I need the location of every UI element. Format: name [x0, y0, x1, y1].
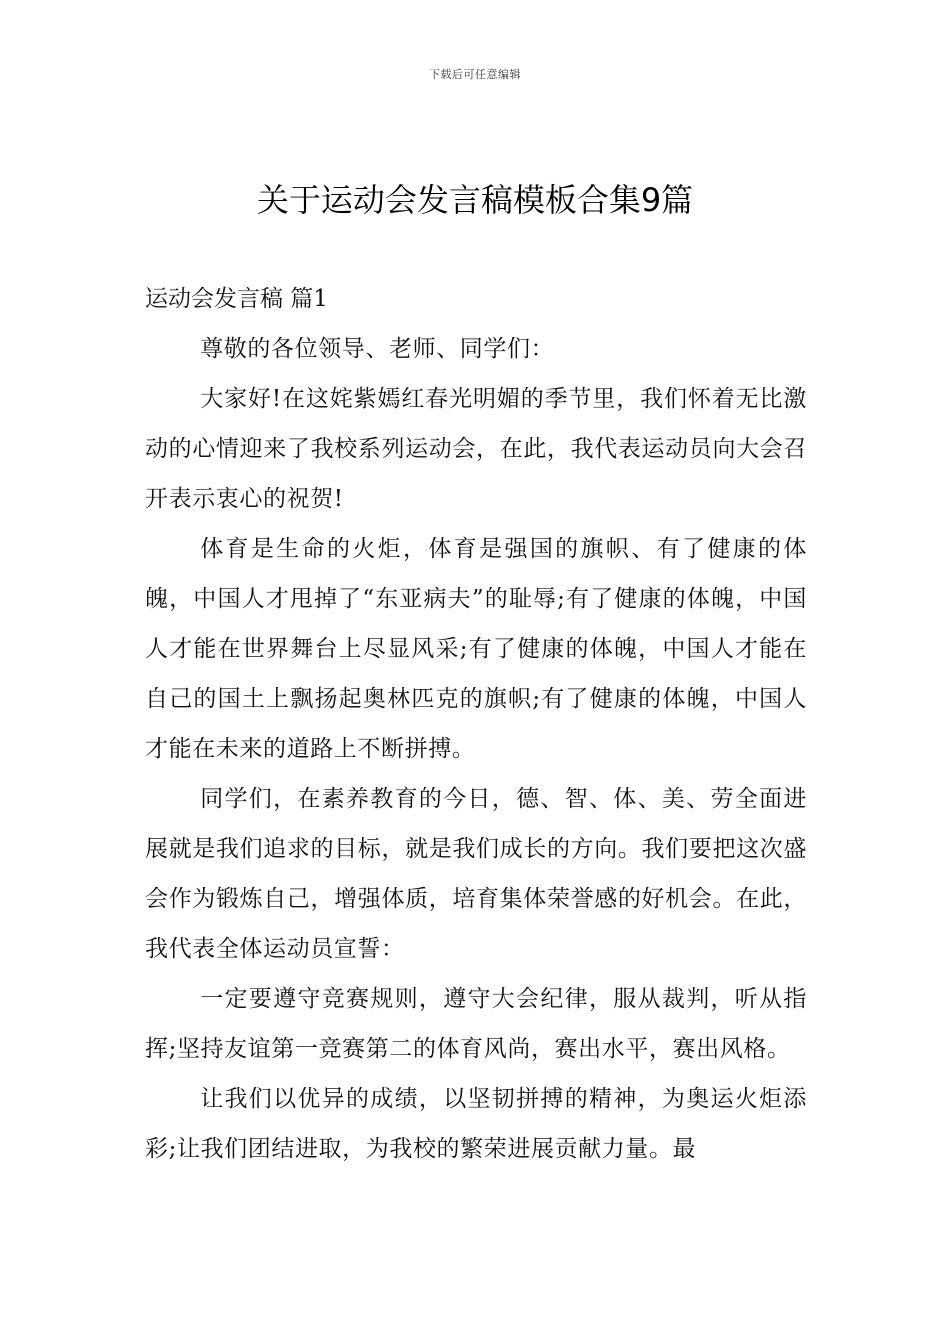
paragraph-salutation: 尊敬的各位领导、老师、同学们：: [200, 336, 555, 362]
paragraph-oath: 一定要遵守竞赛规则，遵守大会纪律，服从裁判，听从指挥;坚持友谊第一竞赛第二的体育风尚，赛出水平，赛出风格。: [145, 986, 807, 1062]
header-note: 下载后可任意编辑: [429, 68, 521, 81]
document-title: 关于运动会发言稿模板合集9篇: [256, 181, 694, 219]
paragraph-students: 同学们，在素养教育的今日，德、智、体、美、劳全面进展就是我们追求的目标，就是我们成长的方向。我们要把这次盛会作为锻炼自己，增强体质，培育集体荣誉感的好机会。在此，我代表全体运动员宣誓：: [145, 786, 807, 962]
paragraph-sports-health: 体育是生命的火炬，体育是强国的旗帜、有了健康的体魄，中国人才甩掉了“东亚病夫”的耻辱;有了健康的体魄，中国人才能在世界舞台上尽显风采;有了健康的体魄，中国人才能在自己的国土上飘扬起奥林匹克的旗帜;有了健康的体魄，中国人才能在未来的道路上不断拼搏。: [145, 536, 807, 762]
paragraph-closing: 让我们以优异的成绩，以坚韧拼搏的精神，为奥运火炬添彩;让我们团结进取，为我校的繁荣进展贡献力量。最: [145, 1086, 807, 1162]
paragraph-greeting: 大家好!在这姹紫嫣红春光明媚的季节里，我们怀着无比激动的心情迎来了我校系列运动会，在此，我代表运动员向大会召开表示衷心的祝贺!: [145, 386, 807, 512]
section-heading: 运动会发言稿 篇1: [145, 286, 328, 312]
document-body: [145, 274, 807, 1174]
